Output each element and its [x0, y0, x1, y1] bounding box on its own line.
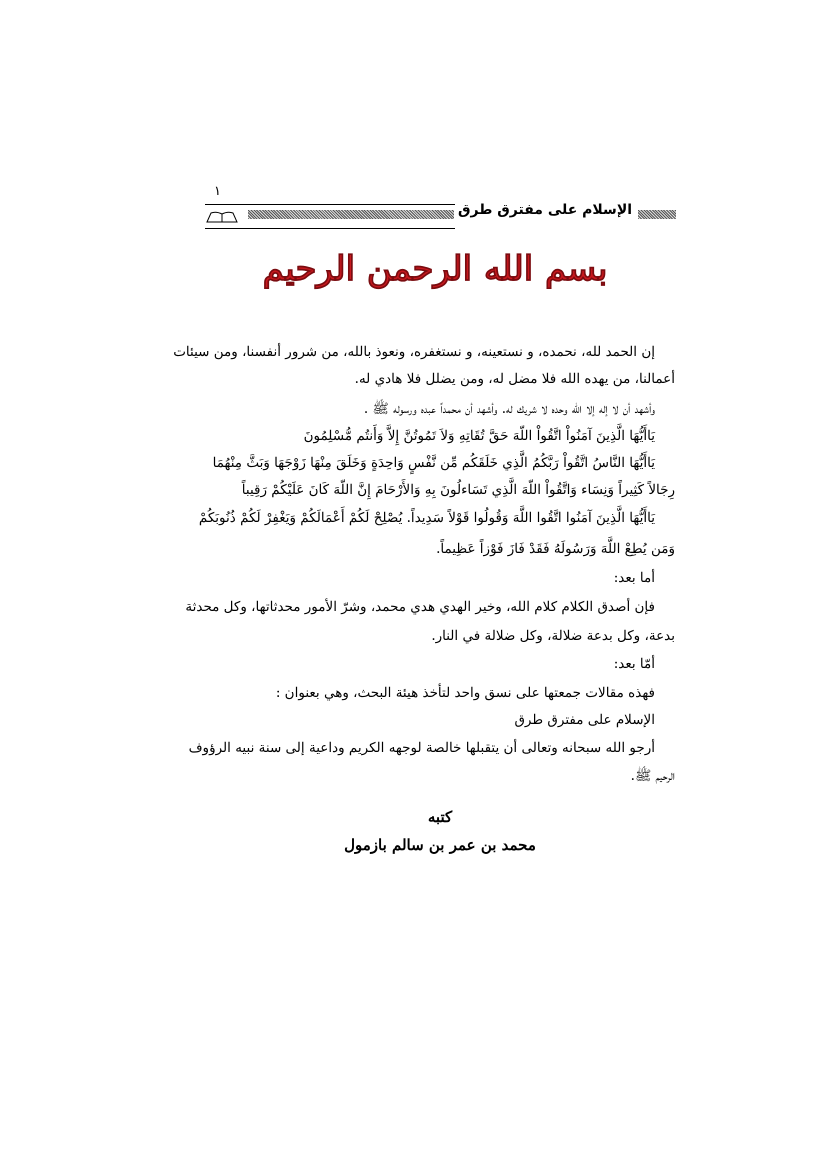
text-line: أما بعد: [613, 570, 655, 586]
basmala-calligraphy [262, 232, 608, 302]
quran-verse-line: يَاأَيُّهَا الَّذِينَ آمَنُوا اتَّقُوا اللَّهَ وَقُولُوا قَوْلاً سَدِيداً. يُصْلِحْ لَكُمْ أَعْمَالَكُمْ وَيَغْفِرْ لَكُمْ ذُنُوبَكُمْ [198, 510, 655, 526]
open-book-icon [206, 208, 238, 220]
text-line: فإن أصدق الكلام كلام الله، وخير الهدي هدي محمد، وشرّ الأمور محدثاتها، وكل محدثة [185, 599, 655, 615]
header-rule-bottom [205, 228, 455, 229]
text-line: أعمالنا، من يهده الله فلا مضل له، ومن يضلل فلا هادي له. [354, 371, 675, 387]
text-line: أرجو الله سبحانه وتعالى أن يتقبلها خالصة لوجهه الكريم وداعية إلى سنة نبيه الرؤوف [188, 740, 655, 756]
quran-verse-line: يَاأَيُّهَا الَّذِينَ آمَنُواْ اتَّقُواْ اللّهَ حَقَّ تُقَاتِهِ وَلاَ تَمُوتُنَّ إِلاَّ وَأَنتُم مُّسْلِمُونَ [303, 428, 655, 444]
quran-verse-line: رِجَالاً كَثِيراً وَنِسَاء وَاتَّقُواْ اللّهَ الَّذِي تَسَاءلُونَ بِهِ وَالأَرْحَامَ إِنَّ اللّهَ كَانَ عَلَيْكُمْ رَقِيباً [241, 482, 675, 498]
signature-label: كتبه [427, 808, 453, 826]
text-line: فهذه مقالات جمعتها على نسق واحد لتأخذ هيئة البحث، وهي بعنوان : [275, 685, 655, 701]
text-line: وأشهد أن لا إله إلا الله وحده لا شريك له. وأشهد أن محمداً عبده ورسوله ﷺ . [363, 401, 655, 417]
basmala-text: بسم الله الرحمن الرحيم [262, 249, 608, 289]
text-line: الرحيم ﷺ. [630, 768, 675, 784]
quran-verse-line: يَاأَيُّهَا النَّاسُ اتَّقُواْ رَبَّكُمُ الَّذِي خَلَقَكُم مِّن نَّفْسٍ وَاحِدَةٍ وَخَلَقَ مِنْهَا زَوْجَهَا وَبَثَّ مِنْهُمَا [212, 455, 655, 471]
text-line: الإسلام على مفترق طرق [514, 712, 655, 728]
book-title: الإسلام على مفترق طرق [458, 202, 633, 218]
text-line: بدعة، وكل بدعة ضلالة، وكل ضلالة في النار. [431, 628, 675, 644]
header-hatch-bar [248, 210, 454, 219]
text-line: إن الحمد لله، نحمده، و نستعينه، و نستغفره، ونعوذ بالله، من شرور أنفسنا، ومن سيئات [173, 344, 655, 360]
text-line: أمّا بعد: [613, 656, 655, 672]
header-hatch-mark [638, 210, 676, 219]
page-number: ١ [214, 184, 221, 199]
author-name: محمد بن عمر بن سالم بازمول [344, 836, 536, 854]
quran-verse-line: وَمَن يُطِعْ اللَّهَ وَرَسُولَهُ فَقَدْ فَازَ فَوْزاً عَظِيماً. [436, 541, 675, 557]
header-rule-top [205, 204, 455, 205]
